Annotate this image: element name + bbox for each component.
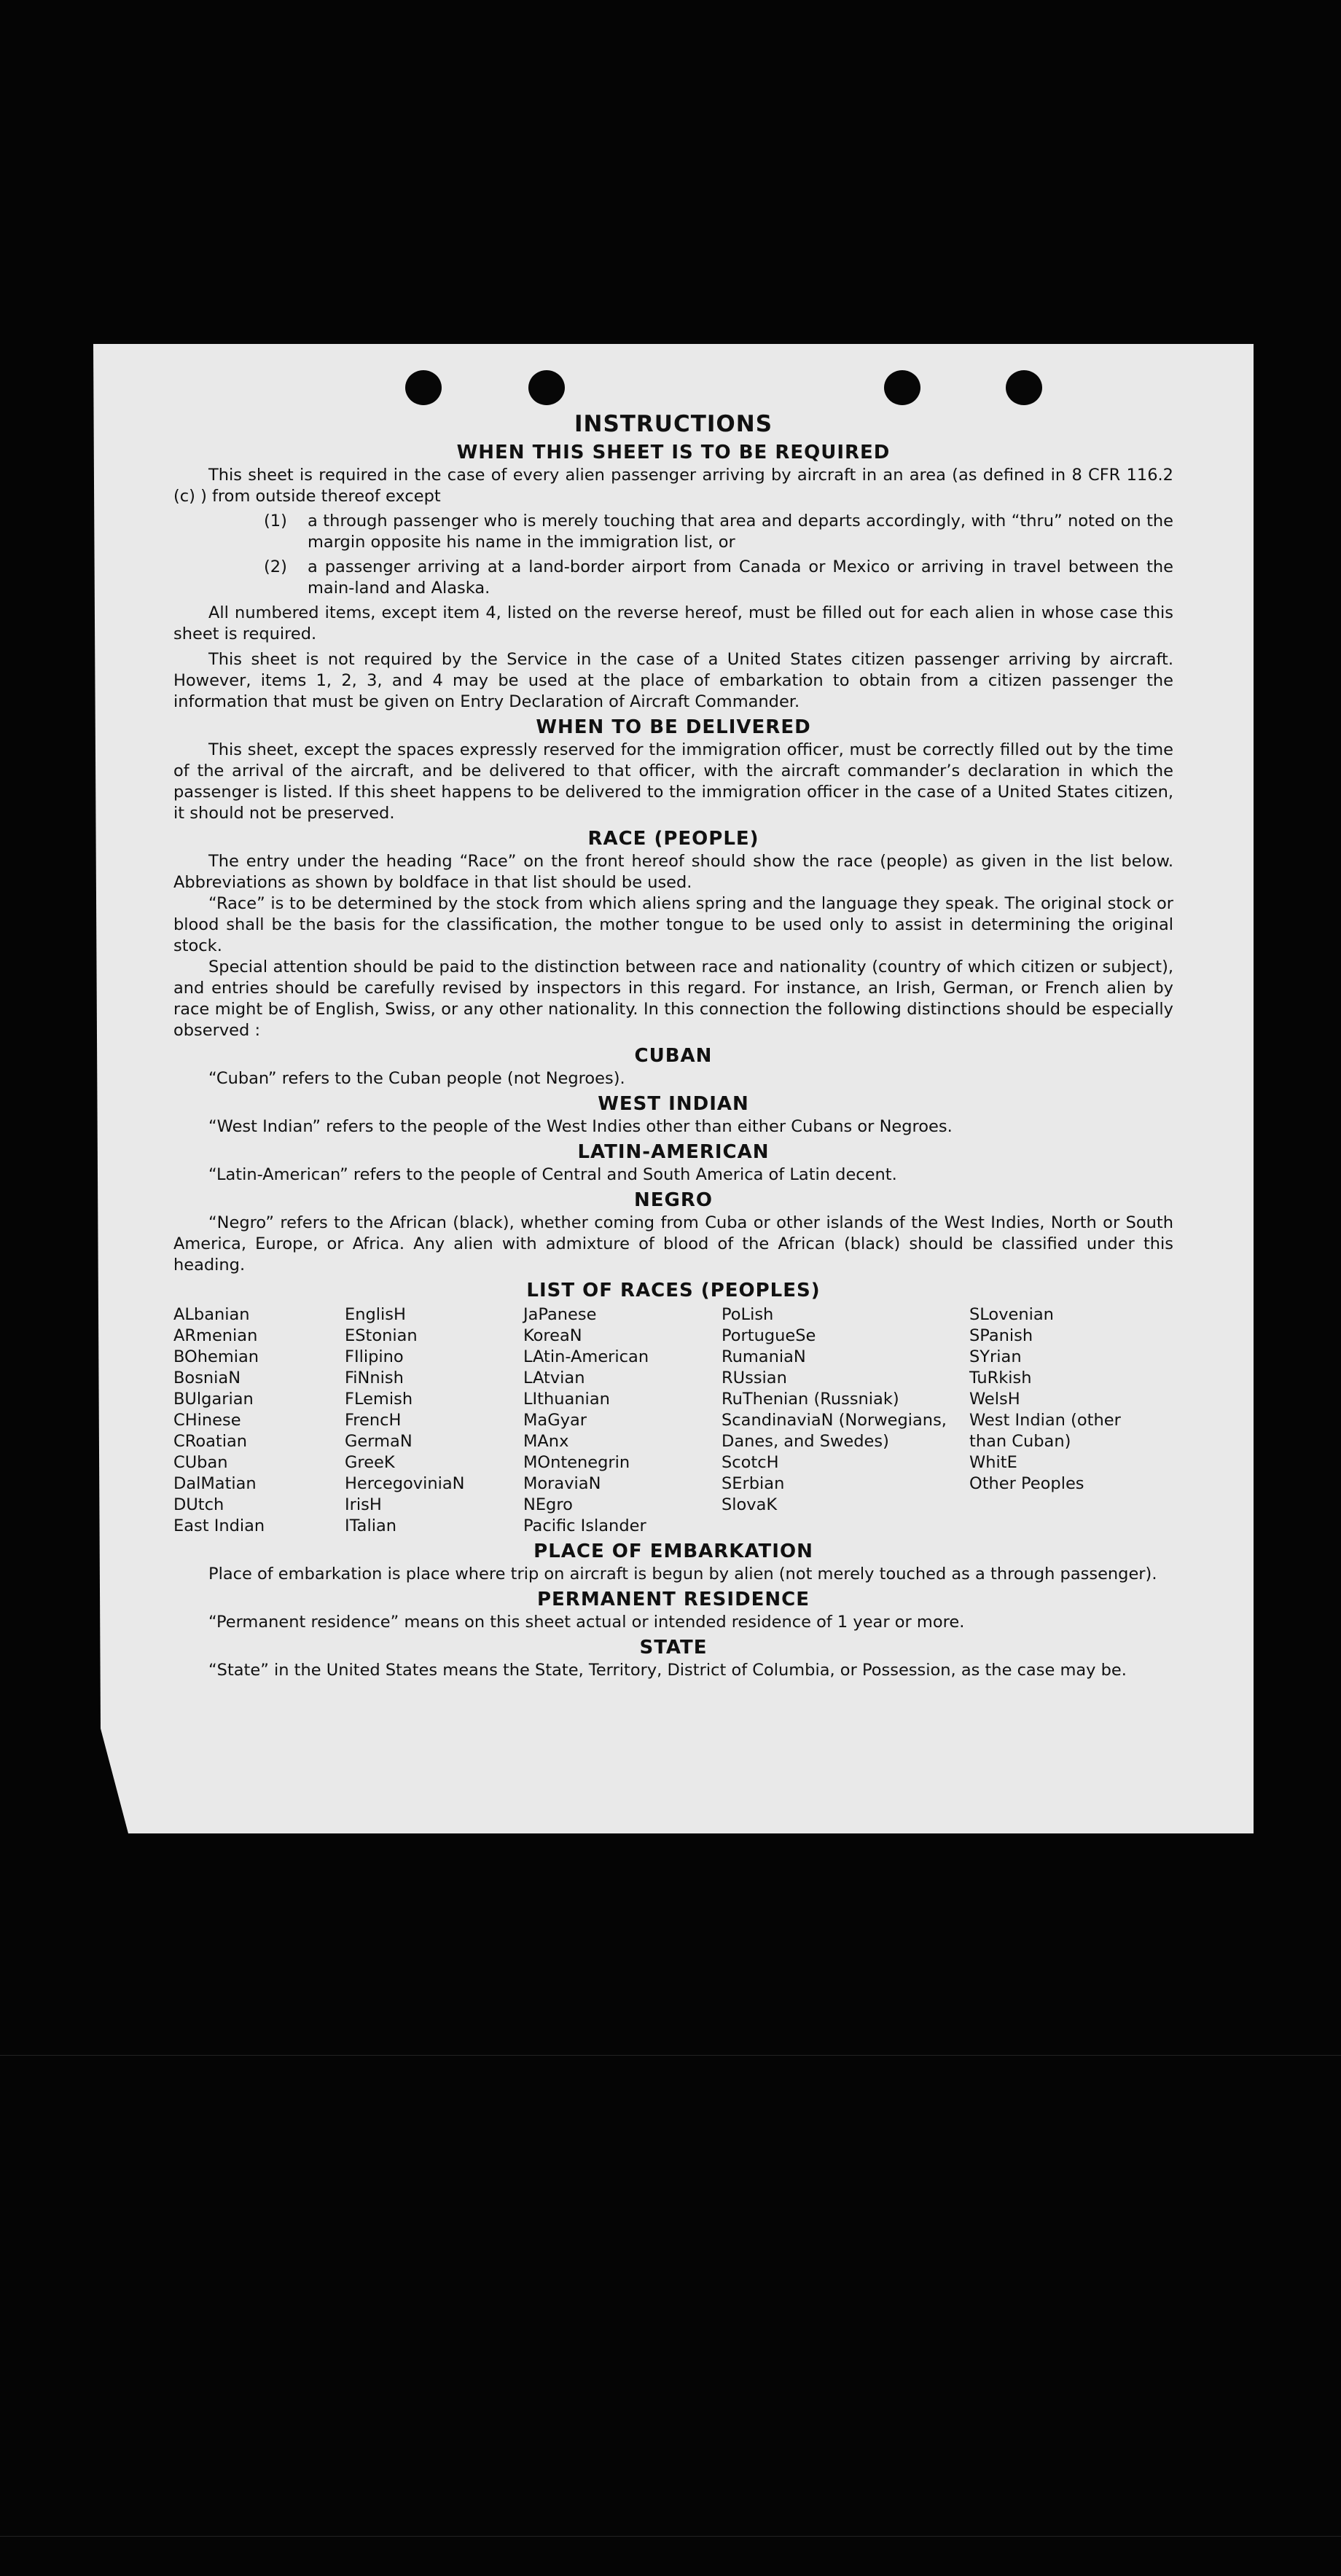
west-indian-text: “West Indian” refers to the people of the West Indies other than either Cubans or Negroes. [208, 1117, 953, 1136]
race-paragraph-3: Special attention should be paid to the distinction between race and nationality (country of which citizen or subject), and entries should be carefully revised by inspectors in this regard. For instance, an Irish, German, or French alien by race might be of English, Swiss, or any other nationality. In this connection the following distinctions should be especially observed : [173, 958, 1173, 1040]
race-entry: East Indian [173, 1516, 265, 1535]
race-entry: TuRkish [969, 1369, 1032, 1387]
page-title: INSTRUCTIONS [574, 411, 773, 437]
residence-text: “Permanent residence” means on this sheet actual or intended residence of 1 year or more. [208, 1613, 965, 1632]
race-entry: BosniaN [173, 1369, 241, 1387]
race-entry: ScotcH [722, 1453, 779, 1472]
item-number: (1) [264, 512, 287, 531]
race-entry: RumaniaN [722, 1347, 806, 1366]
race-entry: MAnx [523, 1432, 569, 1451]
race-entry: IrisH [345, 1495, 382, 1514]
heading-race: RACE (PEOPLE) [587, 828, 759, 850]
race-entry: FrencH [345, 1411, 402, 1430]
race-entry: SYrian [969, 1347, 1022, 1366]
race-entry: DUtch [173, 1495, 224, 1514]
scan-line [0, 2536, 1341, 2537]
item-number: (2) [264, 557, 287, 576]
punch-hole [884, 370, 920, 405]
races-list [173, 1304, 1173, 1537]
state-text: “State” in the United States means the State, Territory, District of Columbia, or Possession, as the case may be. [208, 1661, 1127, 1680]
numbered-items-paragraph: All numbered items, except item 4, listed on the reverse hereof, must be filled out for each alien in whose case this sheet is required. [173, 603, 1173, 643]
heading-place-of-embarkation: PLACE OF EMBARKATION [533, 1540, 813, 1562]
race-entry: WelsH [969, 1390, 1020, 1409]
heading-when-required: WHEN THIS SHEET IS TO BE REQUIRED [456, 442, 891, 463]
race-entry: MaGyar [523, 1411, 587, 1430]
when-required-intro: This sheet is required in the case of every alien passenger arriving by aircraft in an area (as defined in 8 CFR 116.2 (c) ) from outside thereof except [173, 466, 1173, 506]
race-entry: PortugueSe [722, 1326, 816, 1345]
negro-text: “Negro” refers to the African (black), whether coming from Cuba or other islands of the West Indies, North or South America, Europe, or Africa. Any alien with admixture of blood of the African (black) should be classified under this heading. [173, 1213, 1173, 1275]
race-entry: LAtin-American [523, 1347, 649, 1366]
heading-negro: NEGRO [634, 1189, 713, 1211]
race-entry: LIthuanian [523, 1390, 610, 1409]
race-entry: CRoatian [173, 1432, 248, 1451]
punch-hole [1006, 370, 1042, 405]
race-entry: NEgro [523, 1495, 573, 1514]
race-entry: ALbanian [173, 1305, 250, 1324]
race-entry: CUban [173, 1453, 228, 1472]
heading-cuban: CUBAN [634, 1045, 713, 1067]
race-entry: KoreaN [523, 1326, 582, 1345]
race-entry: HercegoviniaN [345, 1474, 465, 1493]
race-entry: MoraviaN [523, 1474, 601, 1493]
race-entry: WhitE [969, 1453, 1017, 1472]
exception-item [173, 557, 1173, 599]
race-entry: FLemish [345, 1390, 413, 1409]
punch-hole [405, 370, 442, 405]
race-entry: JaPanese [523, 1305, 597, 1324]
race-entry: West Indian (other than Cuban) [969, 1411, 1121, 1451]
races-column [173, 1304, 345, 1537]
race-entry: CHinese [173, 1411, 241, 1430]
race-paragraph-2: “Race” is to be determined by the stock from which aliens spring and the language they speak. The original stock or blood shall be the basis for the classification, the mother tongue to be used only to assist in determining the original stock. [173, 894, 1173, 955]
scan-line [0, 2055, 1341, 2056]
heading-latin-american: LATIN-AMERICAN [577, 1141, 770, 1163]
races-column [722, 1304, 969, 1537]
exception-item [173, 511, 1173, 553]
race-entry: ITalian [345, 1516, 396, 1535]
race-entry: BOhemian [173, 1347, 259, 1366]
latin-american-text: “Latin-American” refers to the people of Central and South America of Latin decent. [208, 1165, 897, 1184]
heading-list-of-races: LIST OF RACES (PEOPLES) [526, 1280, 821, 1301]
instructions-content [173, 411, 1173, 1681]
race-entry: RuThenian (Russniak) [722, 1390, 899, 1409]
race-entry: Pacific Islander [523, 1516, 646, 1535]
embarkation-text: Place of embarkation is place where trip on aircraft is begun by alien (not merely touched as a through passenger). [208, 1565, 1157, 1583]
race-entry: SlovaK [722, 1495, 778, 1514]
citizen-paragraph: This sheet is not required by the Service in the case of a United States citizen passenger arriving by aircraft. However, items 1, 2, 3, and 4 may be used at the place of embarkation to obtain from a citizen passenger the information that must be given on Entry Declaration of Aircraft Commander. [173, 650, 1173, 711]
heading-state: STATE [639, 1637, 708, 1659]
when-delivered-text: This sheet, except the spaces expressly reserved for the immigration officer, must be correctly filled out by the time of the arrival of the aircraft, and be delivered to that officer, with the aircraft commander’s declaration in which the passenger is listed. If this sheet happens to be delivered to the immigration officer in the case of a United States citizen, it should not be preserved. [173, 740, 1173, 823]
heading-when-delivered: WHEN TO BE DELIVERED [536, 716, 811, 738]
race-entry: BUlgarian [173, 1390, 254, 1409]
race-entry: GermaN [345, 1432, 413, 1451]
race-entry: GreeK [345, 1453, 395, 1472]
race-entry: SErbian [722, 1474, 785, 1493]
race-entry: LAtvian [523, 1369, 585, 1387]
item-text: a passenger arriving at a land-border airport from Canada or Mexico or arriving in travel between the main-land and Alaska. [308, 557, 1173, 598]
race-entry: FiNnish [345, 1369, 404, 1387]
race-entry: SPanish [969, 1326, 1033, 1345]
race-entry: DalMatian [173, 1474, 257, 1493]
heading-permanent-residence: PERMANENT RESIDENCE [536, 1589, 810, 1610]
race-entry: FIlipino [345, 1347, 404, 1366]
race-entry: ScandinaviaN (Norwegians, Danes, and Swedes) [722, 1411, 947, 1451]
race-entry: MOntenegrin [523, 1453, 630, 1472]
cuban-text: “Cuban” refers to the Cuban people (not Negroes). [208, 1069, 625, 1088]
race-entry: EStonian [345, 1326, 418, 1345]
race-entry: EnglisH [345, 1305, 406, 1324]
races-column [523, 1304, 722, 1537]
races-column [345, 1304, 523, 1537]
race-entry: ARmenian [173, 1326, 258, 1345]
race-paragraph-1: The entry under the heading “Race” on the front hereof should show the race (people) as given in the list below. Abbreviations as shown by boldface in that list should be used. [173, 852, 1173, 892]
item-text: a through passenger who is merely touching that area and departs accordingly, with “thru” noted on the margin opposite his name in the immigration list, or [308, 512, 1173, 552]
punch-hole [528, 370, 565, 405]
race-entry: Other Peoples [969, 1474, 1084, 1493]
race-entry: PoLish [722, 1305, 774, 1324]
race-entry: RUssian [722, 1369, 787, 1387]
races-column [969, 1304, 1159, 1537]
race-entry: SLovenian [969, 1305, 1054, 1324]
heading-west-indian: WEST INDIAN [598, 1093, 749, 1115]
